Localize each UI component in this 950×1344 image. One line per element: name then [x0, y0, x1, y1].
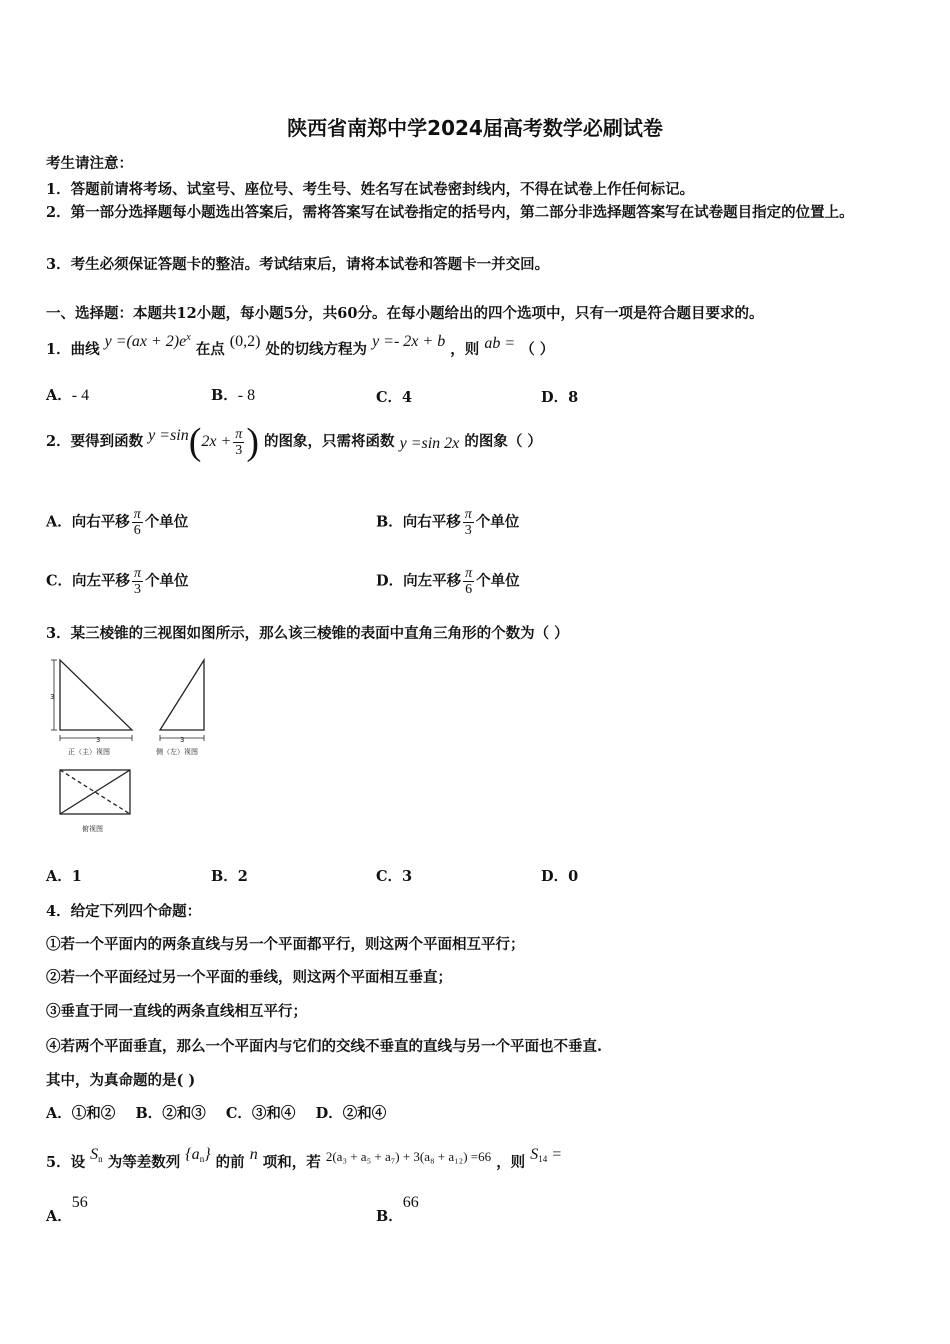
q4-ask: 其中，为真命题的是( )	[46, 1072, 196, 1089]
q2-formula: y =sin(2x + $\frac{\pi}{3}$ )	[148, 421, 259, 463]
q5-an: $\{a_n\}$	[185, 1146, 211, 1164]
q2-base-formula: y =sin 2x	[399, 435, 460, 452]
q3-option-b: B．2	[211, 868, 248, 885]
q5-option-a: A．56	[46, 1194, 88, 1225]
q2-option-d: D．向左平移 $\frac{\pi}{6}$ 个单位	[376, 566, 520, 597]
front-height-dim: 3	[50, 693, 55, 701]
q2-option-a: A．向右平移 $\frac{\pi}{6}$ 个单位	[46, 507, 189, 538]
three-view-figure	[40, 650, 220, 840]
q4-prop-3: ③垂直于同一直线的两条直线相互平行；	[46, 1003, 307, 1020]
q1-curve-formula: $y =(ax + 2)e^x$	[104, 332, 191, 350]
notice-item-3: 3．考生必须保证答题卡的整洁。考试结束后，请将本试卷和答题卡一并交回。	[46, 256, 550, 273]
q1-ab: ab =	[484, 335, 516, 352]
q4-prop-1: ①若一个平面内的两条直线与另一个平面都平行，则这两个平面相互平行；	[46, 936, 525, 953]
q1-tangent-formula: y =- 2x + b	[372, 333, 446, 350]
q4-options: A．①和② B．②和③ C．③和④ D．②和④	[46, 1105, 387, 1122]
q5-text-3: 的前	[215, 1154, 245, 1171]
q1-point: (0,2)	[229, 333, 261, 350]
question-2	[46, 423, 542, 461]
question-5	[46, 1146, 562, 1172]
q2-text-3: 的图象（ ）	[464, 433, 542, 450]
notice-item-1: 1．答题前请将考场、试室号、座位号、考生号、姓名写在试卷密封线内，不得在试卷上作任何标记。	[46, 181, 695, 198]
q2-option-b: B．向右平移 $\frac{\pi}{3}$ 个单位	[376, 507, 520, 538]
question-1	[46, 332, 554, 359]
front-view	[51, 660, 132, 741]
notice-item-2: 2．第一部分选择题每小题选出答案后，需将答案写在试卷指定的括号内，第二部分非选择题答案写在试卷题目指定的位置上。	[46, 204, 854, 221]
q1-text-2: 在点	[195, 341, 225, 358]
q1-option-b: B．- 8	[211, 387, 256, 404]
q4-prop-4: ④若两个平面垂直，那么一个平面内与它们的交线不垂直的直线与另一个平面也不垂直.	[46, 1038, 603, 1055]
q1-text-4: ，则	[450, 341, 480, 358]
q5-text-4: 项和，若	[262, 1154, 321, 1171]
q5-text-5: ，则	[496, 1154, 526, 1171]
q1-option-d: D．8	[541, 389, 579, 406]
q5-option-b: B．66	[376, 1194, 419, 1225]
q2-text-2: 的图象，只需将函数	[264, 433, 395, 450]
q5-text: 5．设	[46, 1154, 86, 1171]
side-width-dim: 3	[180, 736, 185, 744]
q5-n: n	[249, 1146, 258, 1163]
q1-option-c: C．4	[376, 389, 413, 406]
front-width-dim: 3	[96, 736, 101, 744]
q1-text-3: 处的切线方程为	[265, 341, 368, 358]
page-title: 陕西省南郑中学2024届高考数学必刷试卷	[287, 116, 663, 140]
q1-answer-paren: （ ）	[520, 341, 555, 358]
q4-prop-2: ②若一个平面经过另一个平面的垂线，则这两个平面相互垂直；	[46, 969, 452, 986]
q5-text-2: 为等差数列	[107, 1154, 181, 1171]
q5-s14: $S_{14}$ =	[530, 1146, 563, 1164]
q3-option-a: A．1	[46, 868, 82, 885]
top-view-label: 俯视图	[82, 825, 103, 833]
q2-text: 2．要得到函数	[46, 433, 144, 450]
notice-heading: 考生请注意：	[46, 155, 133, 172]
question-3: 3．某三棱锥的三视图如图所示，那么该三棱锥的表面中直角三角形的个数为（ ）	[46, 625, 569, 642]
side-view-label: 侧（左）视图	[156, 748, 198, 756]
q1-text: 1．曲线	[46, 341, 100, 358]
q2-option-c: C．向左平移 $\frac{\pi}{3}$ 个单位	[46, 566, 189, 597]
q5-sn: $S_n$	[90, 1146, 103, 1164]
q5-condition: 2(a₃ + a₅ + a₇) + 3(a₈ + a₁₂) =66	[325, 1149, 492, 1164]
top-view	[60, 770, 130, 814]
question-4: 4．给定下列四个命题：	[46, 903, 202, 920]
front-view-label: 正（主）视图	[68, 748, 110, 756]
side-view	[160, 660, 204, 741]
q1-option-a: A．- 4	[46, 387, 90, 404]
q3-option-d: D．0	[541, 868, 579, 885]
q3-option-c: C．3	[376, 868, 413, 885]
section-heading: 一、选择题：本题共12小题，每小题5分，共60分。在每小题给出的四个选项中，只有一项是符合题目要求的。	[46, 305, 764, 322]
